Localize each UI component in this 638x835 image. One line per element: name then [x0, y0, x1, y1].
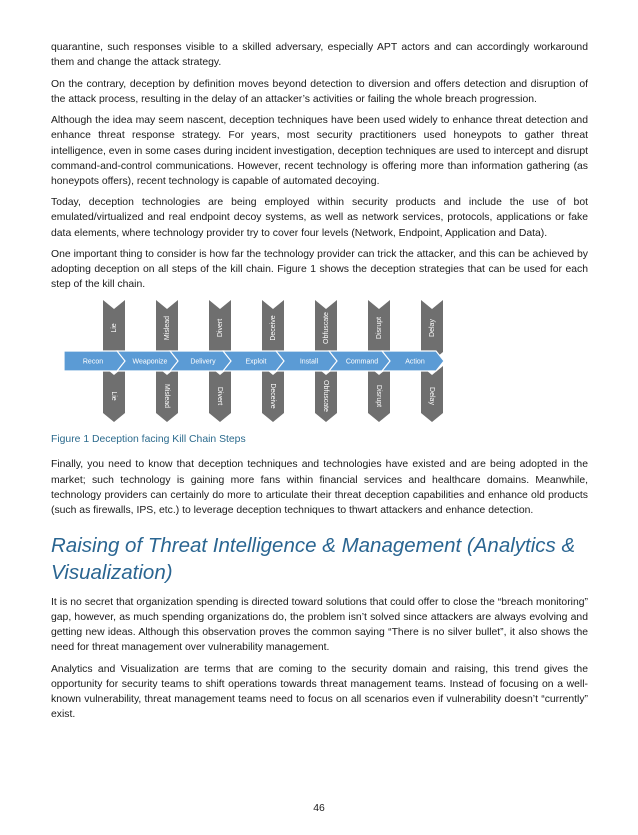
stage-label-install: Install — [299, 358, 319, 366]
stage-label-command: Command — [345, 358, 379, 366]
upper-label-disrupt: Disrupt — [375, 317, 383, 340]
paragraph-deception-history: Although the idea may seem nascent, deception techniques have been used widely to enhance threat detection and enhance threat response strategy. For years, most security practitioners used honeypots to gather threat intelligence, even in some cases during incident investigation, deception techniques are used to intercept and disrupt command-and-control communications. However, recent technology is offering more than information gathering (as honeypots offers), recent technology is capable of automated decoying. — [51, 115, 588, 187]
lower-label-obfuscate: Obfuscate — [322, 380, 330, 413]
document-page — [51, 40, 588, 729]
page-number: 46 — [313, 803, 325, 814]
paragraph-kill-chain-intro: One important thing to consider is how far the technology provider can trick the attacker, and this can be achieved by adopting deception on all steps of the kill chain. Figure 1 shows the deception strategies that can be used for each step of the kill chain. — [51, 249, 588, 291]
lower-label-lie: Lie — [110, 391, 118, 402]
paragraph-finally: Finally, you need to know that deception techniques and technologies have existed and are being adopted in the market; such technology is gaining more fans within financial services and healthcare domains. Meanwhile, technology providers can certainly do more to articulate their threat deception capabilities and enhance old products (such as firewalls, IPS, etc.) to leverage deception techniques to thwart attackers and enhance detection. — [51, 459, 588, 516]
stage-label-exploit: Exploit — [245, 358, 267, 366]
lower-label-delay: Delay — [428, 387, 436, 406]
stage-label-weaponize: Weaponize — [132, 358, 168, 366]
paragraph-deception-today: Today, deception technologies are being employed within security products and include the use of bot emulated/virtualized and real endpoint decoy systems, as well as network services, protocols, applications or fake data elements, where technology provider try to cover four levels (Network, Endpoint, Application and Data). — [51, 197, 588, 239]
stage-label-delivery: Delivery — [190, 358, 216, 366]
upper-label-obfuscate: Obfuscate — [322, 312, 330, 345]
paragraph-analytics: Analytics and Visualization are terms that are coming to the security domain and raising, this trend gives the opportunity for security teams to shift operations towards threat management teams. Instead of focusing on a well-known vulnerability, threat management teams need to focus on all scenarios even if vulnerability doesn’t “currently” exist. — [51, 663, 588, 720]
lower-label-mislead: Mislead — [163, 384, 171, 409]
paragraph-quarantine: quarantine, such responses visible to a skilled adversary, especially APT actors and can accordingly workaround them and change the attack strategy. — [51, 42, 588, 69]
kill-chain-diagram — [64, 300, 451, 422]
stage-label-action: Action — [405, 358, 425, 366]
paragraph-deception-definition: On the contrary, deception by definition moves beyond detection to diversion and offers detection and disruption of the attack process, resulting in the delay of an attacker’s activities or failing the whole breach progression. — [51, 78, 588, 105]
kill-chain-figure — [64, 300, 451, 422]
upper-label-lie: Lie — [110, 323, 118, 334]
upper-label-deceive: Deceive — [269, 315, 277, 342]
lower-label-divert: Divert — [216, 387, 224, 406]
lower-label-deceive: Deceive — [269, 383, 277, 410]
upper-label-delay: Delay — [428, 319, 436, 338]
figure-caption: Figure 1 Deception facing Kill Chain Steps — [51, 434, 246, 446]
upper-label-mislead: Mislead — [163, 316, 171, 341]
paragraph-no-secret: It is no secret that organization spending is directed toward solutions that could offer to close the “breach monitoring” gap, however, as much spending organizations do, the problem isn’t solved since attackers are always evolving and getting new ideas. Although this observation proves the common saying “There is no silver bullet”, it also shows the need for threat management over vulnerability management. — [51, 596, 588, 654]
lower-label-disrupt: Disrupt — [375, 385, 383, 408]
stage-label-recon: Recon — [82, 358, 104, 366]
section-heading: Raising of Threat Intelligence & Management (Analytics & Visualization) — [51, 533, 576, 584]
upper-label-divert: Divert — [216, 319, 224, 338]
